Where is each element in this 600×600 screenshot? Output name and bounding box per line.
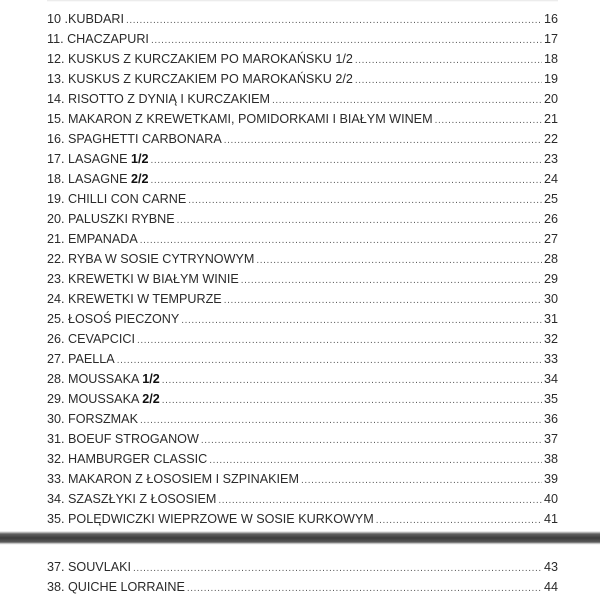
dot-leader xyxy=(137,331,542,351)
toc-entry-page-number: 31 xyxy=(543,312,558,326)
toc-entry-title xyxy=(47,577,185,597)
toc-entry-page-number: 33 xyxy=(543,352,558,366)
toc-entry-title-text: 23. KREWETKI W BIAŁYM WINIE xyxy=(47,272,239,286)
dot-leader xyxy=(126,11,542,31)
toc-entry[interactable] xyxy=(47,557,558,577)
dot-leader xyxy=(151,151,542,171)
toc-entry-page-number: 26 xyxy=(543,212,558,226)
toc-entry[interactable] xyxy=(47,69,558,89)
toc-entry-title-text: 17. LASAGNE xyxy=(47,152,131,166)
dot-leader xyxy=(435,111,542,131)
document-page-lower xyxy=(47,545,558,600)
dot-leader xyxy=(151,171,542,191)
dot-leader xyxy=(224,131,542,151)
toc-entry[interactable] xyxy=(47,29,558,49)
dot-leader xyxy=(201,431,542,451)
toc-entry-title-text: 27. PAELLA xyxy=(47,352,115,366)
toc-entry-page-number: 30 xyxy=(543,292,558,306)
toc-entry-title-text: 26. CEVAPCICI xyxy=(47,332,135,346)
toc-entry-title xyxy=(47,249,254,269)
toc-entry[interactable] xyxy=(47,189,558,209)
dot-leader xyxy=(162,371,542,391)
toc-entry-page-number: 22 xyxy=(543,132,558,146)
toc-entry[interactable] xyxy=(47,389,558,409)
toc-entry-title-text: 33. MAKARON Z ŁOSOSIEM I SZPINAKIEM xyxy=(47,472,299,486)
toc-entry-title-text: 38. QUICHE LORRAINE xyxy=(47,580,185,594)
toc-entry-title xyxy=(47,29,149,49)
toc-entry-part: 2/2 xyxy=(142,392,160,406)
toc-entry[interactable] xyxy=(47,49,558,69)
dot-leader xyxy=(181,311,542,331)
toc-entry-title xyxy=(47,149,149,169)
toc-entry-title xyxy=(47,369,160,389)
toc-entry[interactable] xyxy=(47,9,558,29)
toc-entry-title-text: 21. EMPANADA xyxy=(47,232,138,246)
toc-entry-title xyxy=(47,489,216,509)
toc-entry[interactable] xyxy=(47,89,558,109)
toc-entry-title xyxy=(47,169,149,189)
toc-entry[interactable] xyxy=(47,289,558,309)
page-separator xyxy=(0,531,600,545)
toc-entry-title xyxy=(47,209,175,229)
toc-entry-page-number: 21 xyxy=(543,112,558,126)
toc-entry-title xyxy=(47,289,222,309)
toc-entry-page-number: 32 xyxy=(543,332,558,346)
toc-entry-title-text: 25. ŁOSOŚ PIECZONY xyxy=(47,312,180,326)
toc-entry-title xyxy=(47,409,138,429)
toc-entry-title-text: 30. FORSZMAK xyxy=(47,412,138,426)
dot-leader xyxy=(256,251,542,271)
toc-entry-title xyxy=(47,89,270,109)
toc-entry-title-text: 10 .KUBDARI xyxy=(47,12,124,26)
toc-entry-title-text: 12. KUSKUS Z KURCZAKIEM PO MAROKAŃSKU 1/2 xyxy=(47,52,353,66)
toc-entry-page-number: 37 xyxy=(543,432,558,446)
dot-leader xyxy=(188,191,542,211)
toc-entry-part: 2/2 xyxy=(131,172,149,186)
toc-entry-page-number: 43 xyxy=(543,560,558,574)
toc-entry-title xyxy=(47,269,239,289)
toc-entry-part: 1/2 xyxy=(142,372,160,386)
dot-leader xyxy=(177,211,542,231)
toc-entry-title xyxy=(47,557,131,577)
toc-entry-title-text: 11. CHACZAPURI xyxy=(47,32,149,46)
toc-entry-page-number: 24 xyxy=(543,172,558,186)
toc-entry-page-number: 44 xyxy=(543,580,558,594)
toc-entry-title xyxy=(47,129,222,149)
toc-entry-title-text: 16. SPAGHETTI CARBONARA xyxy=(47,132,222,146)
toc-entry-page-number: 41 xyxy=(543,512,558,526)
toc-entry[interactable] xyxy=(47,429,558,449)
toc-entry-page-number: 17 xyxy=(543,32,558,46)
toc-entry[interactable] xyxy=(47,249,558,269)
toc-entry-title xyxy=(47,389,160,409)
toc-entry-page-number: 35 xyxy=(543,392,558,406)
toc-entry-title xyxy=(47,449,207,469)
toc-entry-title-text: 29. MOUSSAKA xyxy=(47,392,143,406)
toc-entry-page-number: 39 xyxy=(543,472,558,486)
toc-entry-page-number: 20 xyxy=(543,92,558,106)
dot-leader xyxy=(187,579,542,599)
toc-entry[interactable] xyxy=(47,369,558,389)
dot-leader xyxy=(151,31,542,51)
toc-entry-title-text: 32. HAMBURGER CLASSIC xyxy=(47,452,208,466)
dot-leader xyxy=(241,271,542,291)
toc-entry-part: 1/2 xyxy=(131,152,149,166)
toc-entry-title-text: 31. BOEUF STROGANOW xyxy=(47,432,199,446)
toc-entry-title xyxy=(47,469,299,489)
toc-entry-title-text: 28. MOUSSAKA xyxy=(47,372,143,386)
toc-entry-title-text: 24. KREWETKI W TEMPURZE xyxy=(47,292,222,306)
toc-entry-page-number: 18 xyxy=(543,52,558,66)
toc-entry-page-number: 34 xyxy=(543,372,558,386)
toc-entry-title-text: 35. POLĘDWICZKI WIEPRZOWE W SOSIE KURKOWYM xyxy=(47,512,374,526)
toc-entry-page-number: 23 xyxy=(543,152,558,166)
toc-entry-page-number: 36 xyxy=(543,412,558,426)
toc-entry-title xyxy=(47,229,138,249)
toc-entry-page-number: 40 xyxy=(543,492,558,506)
toc-entry-title-text: 22. RYBA W SOSIE CYTRYNOWYM xyxy=(47,252,255,266)
toc-entry[interactable] xyxy=(47,349,558,369)
dot-leader xyxy=(272,91,542,111)
toc-entry[interactable] xyxy=(47,469,558,489)
toc-entry-title-text: 18. LASAGNE xyxy=(47,172,131,186)
dot-leader xyxy=(301,471,542,491)
toc-entry-title xyxy=(47,49,353,69)
toc-entry-page-number: 27 xyxy=(543,232,558,246)
toc-entry[interactable] xyxy=(47,149,558,169)
toc-entry[interactable] xyxy=(47,509,558,529)
dot-leader xyxy=(140,231,542,251)
table-of-contents xyxy=(47,0,558,549)
dot-leader xyxy=(140,411,542,431)
toc-entry[interactable] xyxy=(47,269,558,289)
toc-entry-title xyxy=(47,309,179,329)
toc-entry-title-text: 19. CHILLI CON CARNE xyxy=(47,192,187,206)
dot-leader xyxy=(209,451,542,471)
dot-leader xyxy=(162,391,542,411)
toc-entry[interactable] xyxy=(47,169,558,189)
toc-entry-title-text: 34. SZASZŁYKI Z ŁOSOSIEM xyxy=(47,492,217,506)
toc-entry-title xyxy=(47,189,186,209)
toc-entry[interactable] xyxy=(47,409,558,429)
toc-entry[interactable] xyxy=(47,489,558,509)
toc-entry-page-number: 38 xyxy=(543,452,558,466)
dot-leader xyxy=(133,559,542,579)
dot-leader xyxy=(117,351,542,371)
toc-entry[interactable] xyxy=(47,109,558,129)
toc-entry-title-text: 20. PALUSZKI RYBNE xyxy=(47,212,175,226)
dot-leader xyxy=(355,51,542,71)
toc-entry[interactable] xyxy=(47,309,558,329)
toc-entry[interactable] xyxy=(47,229,558,249)
toc-entry-page-number: 19 xyxy=(543,72,558,86)
dot-leader xyxy=(355,71,542,91)
table-of-contents-continued xyxy=(47,545,558,597)
toc-entry[interactable] xyxy=(47,129,558,149)
toc-entry[interactable] xyxy=(47,209,558,229)
toc-entry-title-text: 13. KUSKUS Z KURCZAKIEM PO MAROKAŃSKU 2/2 xyxy=(47,72,353,86)
toc-entry[interactable] xyxy=(47,329,558,349)
toc-entry-title-text: 14. RISOTTO Z DYNIĄ I KURCZAKIEM xyxy=(47,92,270,106)
toc-entry[interactable] xyxy=(47,577,558,597)
toc-entry-title xyxy=(47,429,199,449)
toc-entry[interactable] xyxy=(47,449,558,469)
toc-entry-title xyxy=(47,509,374,529)
dot-leader xyxy=(224,291,542,311)
toc-entry-page-number: 29 xyxy=(543,272,558,286)
toc-entry-page-number: 25 xyxy=(543,192,558,206)
dot-leader xyxy=(376,511,542,531)
toc-entry-page-number: 16 xyxy=(543,12,558,26)
toc-entry-title xyxy=(47,349,115,369)
toc-entry-title-text: 37. SOUVLAKI xyxy=(47,560,131,574)
toc-entry-title xyxy=(47,109,433,129)
toc-entry-title xyxy=(47,329,135,349)
toc-entry-title xyxy=(47,69,353,89)
toc-entry-title-text: 15. MAKARON Z KREWETKAMI, POMIDORKAMI I BIAŁYM WINEM xyxy=(47,112,433,126)
document-page-upper xyxy=(47,0,558,531)
dot-leader xyxy=(218,491,542,511)
toc-entry-page-number: 28 xyxy=(543,252,558,266)
toc-entry-title xyxy=(47,9,124,29)
